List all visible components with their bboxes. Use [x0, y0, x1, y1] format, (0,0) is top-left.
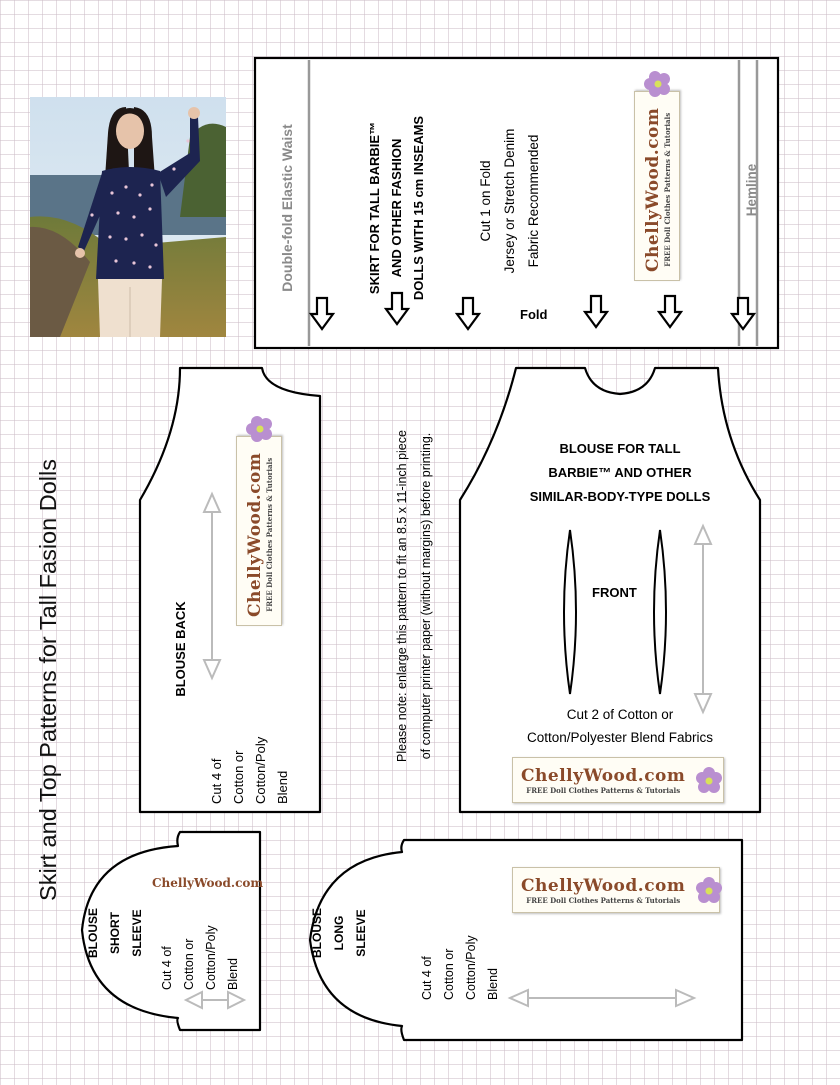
skirt-cut-instructions [474, 101, 546, 301]
logo-tagline: FREE Doll Clothes Patterns & Tutorials [526, 895, 681, 905]
flower-icon [695, 876, 723, 904]
flower-icon [695, 766, 723, 794]
skirt-cut-line: Jersey or Stretch Denim [502, 128, 517, 274]
skirt-logo [634, 91, 680, 281]
long-sleeve-title [306, 883, 372, 983]
short-sleeve-cut-instructions [156, 870, 244, 990]
short-sleeve-title [82, 883, 148, 983]
short-sleeve-cut-line: Cotton/Poly [204, 925, 218, 990]
logo-tagline: FREE Doll Clothes Patterns & Tutorials [526, 785, 681, 795]
long-sleeve-title-line: SLEEVE [354, 909, 368, 957]
logo-name: ChellyWood.com [521, 765, 686, 786]
short-sleeve-logo: ChellyWood.com [152, 876, 264, 890]
blouse-front-title [490, 437, 750, 509]
logo-tagline: FREE Doll Clothes Patterns & Tutorials [264, 457, 274, 612]
blouse-front-title-line: BARBIE™ AND OTHER [548, 465, 692, 480]
doll-photo [30, 97, 226, 337]
skirt-cut-line: Fabric Recommended [526, 134, 541, 268]
blouse-back-title: BLOUSE BACK [173, 601, 188, 697]
front-label: FRONT [592, 585, 637, 600]
short-sleeve-cut-line: Blend [226, 958, 240, 990]
fold-label: Fold [520, 307, 548, 322]
enlarge-note-line: Please note: enlarge this pattern to fit an 8.5 x 11-inch piece [395, 430, 409, 762]
blouse-front-title-line: BLOUSE FOR TALL [559, 441, 681, 456]
flower-icon [643, 70, 671, 98]
blouse-back-cut-line: Cotton or [231, 750, 246, 804]
blouse-back-logo [236, 436, 282, 626]
enlarge-note-line: of computer printer paper (without margins) before printing. [419, 432, 433, 760]
long-sleeve-cut-line: Cotton/Poly [464, 935, 478, 1000]
skirt-title [364, 83, 430, 333]
blouse-back-cut-instructions [206, 684, 294, 804]
blouse-front-cut-line: Cut 2 of Cotton or [566, 707, 674, 722]
blouse-back-cut-line: Blend [275, 770, 290, 804]
short-sleeve-title-line: SLEEVE [130, 909, 144, 957]
skirt-title-line: DOLLS WITH 15 cm INSEAMS [411, 115, 426, 301]
long-sleeve-cut-line: Cotton or [442, 948, 456, 1000]
long-sleeve-title-line: BLOUSE [310, 908, 324, 959]
logo-name: ChellyWood.com [642, 107, 663, 272]
long-sleeve-logo [512, 867, 720, 913]
long-sleeve-cut-line: Blend [486, 968, 500, 1000]
logo-name: ChellyWood.com [521, 875, 686, 896]
short-sleeve-cut-line: Cut 4 of [160, 946, 174, 990]
skirt-title-line: AND OTHER FASHION [389, 138, 404, 278]
page-title: Skirt and Top Patterns for Tall Fasion Dolls [35, 459, 61, 901]
logo-name: ChellyWood.com [244, 452, 265, 617]
short-sleeve-title-line: SHORT [108, 912, 122, 954]
skirt-cut-line: Cut 1 on Fold [478, 160, 493, 242]
blouse-front-title-line: SIMILAR-BODY-TYPE DOLLS [529, 489, 711, 504]
short-sleeve-title-line: BLOUSE [86, 908, 100, 959]
skirt-title-line: SKIRT FOR TALL BARBIE™ [367, 121, 382, 295]
hemline-label: Hemline [744, 163, 759, 217]
long-sleeve-cut-line: Cut 4 of [420, 956, 434, 1000]
enlarge-note [390, 376, 438, 816]
logo-tagline: FREE Doll Clothes Patterns & Tutorials [662, 112, 672, 267]
skirt-waist-label: Double-fold Elastic Waist [279, 124, 295, 292]
long-sleeve-cut-instructions [416, 880, 504, 1000]
blouse-back-cut-line: Cotton/Poly [253, 736, 268, 804]
blouse-back-cut-line: Cut 4 of [209, 758, 224, 804]
blouse-front-logo [512, 757, 724, 803]
long-sleeve-title-line: LONG [332, 915, 346, 951]
short-sleeve-cut-line: Cotton or [182, 938, 196, 990]
blouse-front-cut-instructions [490, 703, 750, 749]
flower-icon [245, 415, 273, 443]
blouse-front-cut-line: Cotton/Polyester Blend Fabrics [526, 730, 714, 745]
